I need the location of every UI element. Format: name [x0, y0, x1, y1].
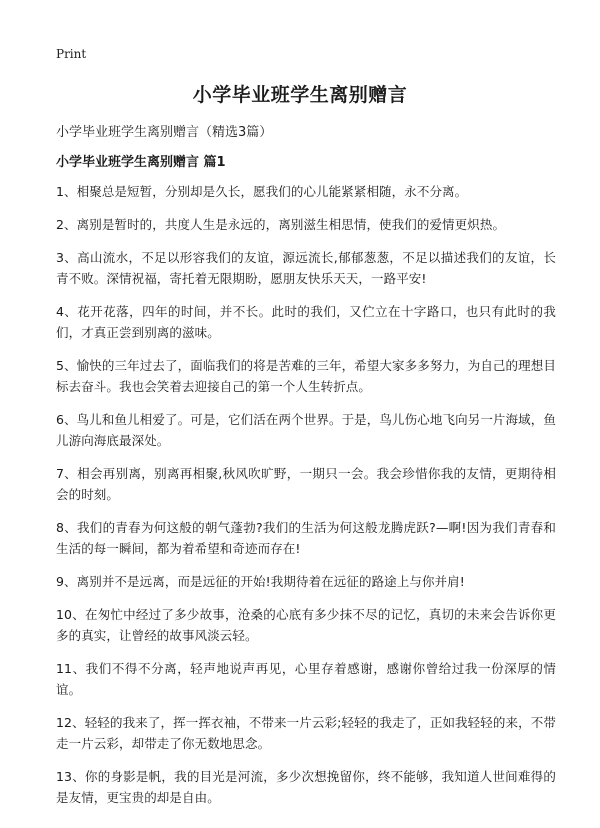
message-item: 6、鸟儿和鱼儿相爱了。可是，它们活在两个世界。于是，鸟儿伤心地飞向另一片海域，鱼儿游向海底最深处。: [56, 412, 556, 448]
message-item: 13、你的身影是帆，我的目光是河流，多少次想挽留你，终不能够，我知道人世间难得的是友情，更宝贵的却是自由。: [56, 769, 556, 805]
message-item: 4、花开花落，四年的时间，并不长。此时的我们，又伫立在十字路口，也只有此时的我们，才真正尝到别离的滋味。: [56, 304, 556, 340]
message-item: 3、高山流水，不足以形容我们的友谊，源远流长,郁郁葱葱，不足以描述我们的友谊，长青不败。深情祝福，寄托着无限期盼，愿朋友快乐天天，一路平安!: [56, 250, 556, 286]
message-item: 5、愉快的三年过去了，面临我们的将是苦难的三年，希望大家多多努力，为自己的理想目标去奋斗。我也会笑着去迎接自己的第一个人生转折点。: [56, 358, 556, 394]
page-title: 小学毕业班学生离别赠言: [192, 84, 408, 106]
message-item: 7、相会再别离，别离再相聚,秋风吹旷野，一期只一会。我会珍惜你我的友情，更期待相会的时刻。: [56, 466, 556, 502]
message-item: 12、轻轻的我来了，挥一挥衣袖，不带来一片云彩;轻轻的我走了，正如我轻轻的来，不带走一片云彩，却带走了你无数地思念。: [56, 715, 556, 751]
message-list: [56, 181, 556, 820]
message-item: 11、我们不得不分离，轻声地说声再见，心里存着感谢，感谢你曾给过我一份深厚的情谊。: [56, 661, 556, 697]
document-subtitle: 小学毕业班学生离别赠言（精选3篇）: [56, 125, 273, 140]
message-item: 9、离别并不是远离，而是远征的开始!我期待着在远征的路途上与你并肩!: [56, 574, 465, 589]
message-item: 1、相聚总是短暂，分别却是久长，愿我们的心儿能紧紧相随，永不分离。: [56, 184, 468, 199]
print-link[interactable]: Print: [56, 47, 87, 61]
section-heading: 小学毕业班学生离别赠言 篇1: [56, 155, 226, 170]
message-item: 10、在匆忙中经过了多少故事，沧桑的心底有多少抹不尽的记忆，真切的未来会告诉你更多的真实，让曾经的故事风淡云轻。: [56, 607, 556, 643]
message-item: 8、我们的青春为何这般的朝气蓬勃?我们的生活为何这般龙腾虎跃?—啊!因为我们青春和生活的每一瞬间，都为着希望和奇迹而存在!: [56, 520, 556, 556]
message-item: 2、离别是暂时的，共度人生是永远的，离别滋生相思情，使我们的爱情更炽热。: [56, 217, 506, 232]
